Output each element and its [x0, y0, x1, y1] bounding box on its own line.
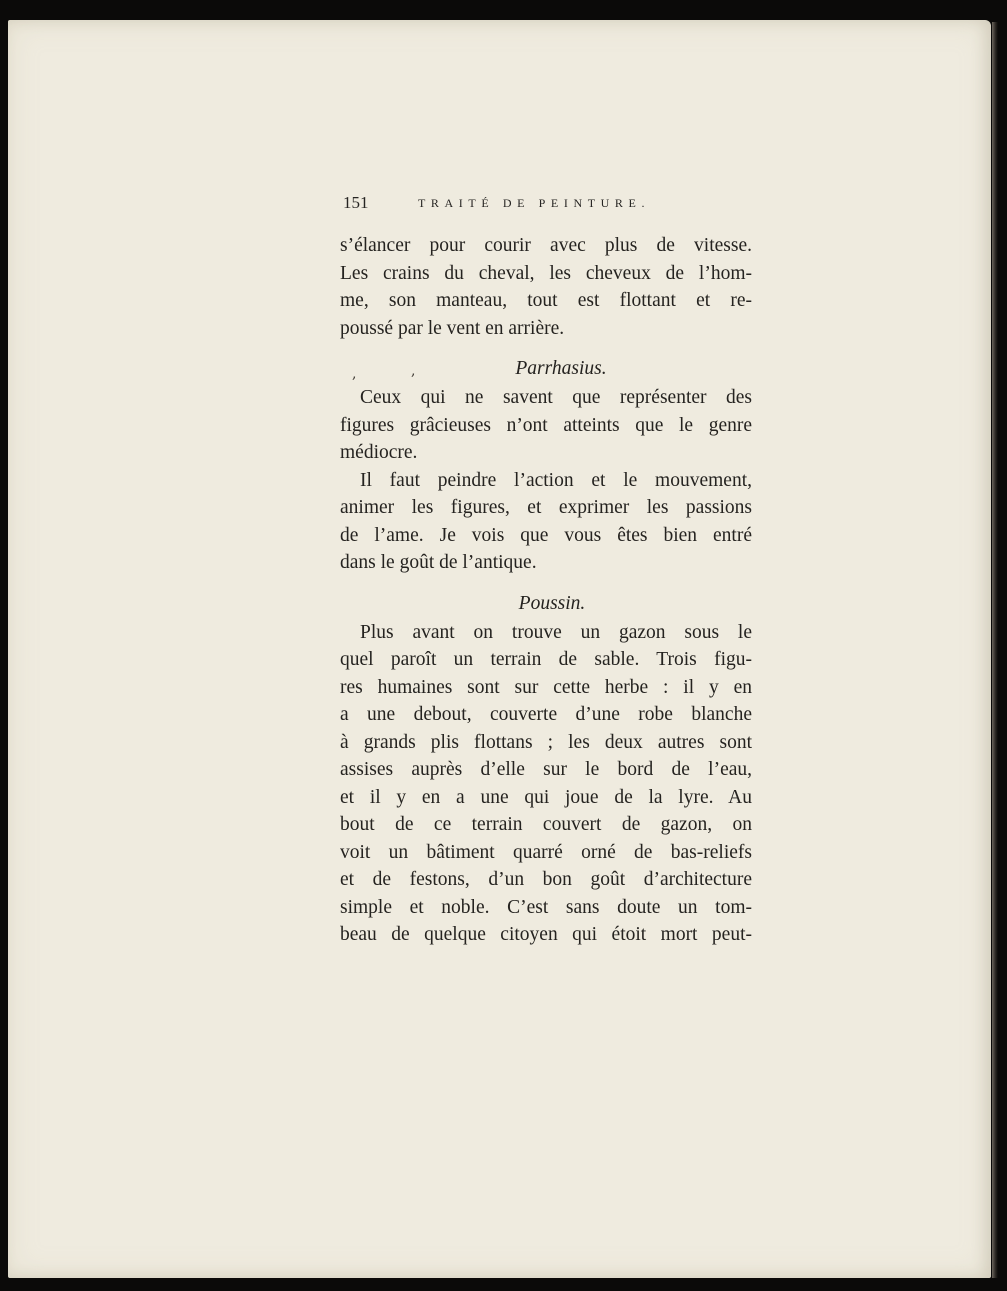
text-line: assises auprès d’elle sur le bord de l’eau,	[340, 759, 752, 780]
text-line: de l’ame. Je vois que vous êtes bien entré	[340, 524, 752, 546]
text-line: et de festons, d’un bon goût d’architecture	[340, 869, 752, 890]
text-line: bout de ce terrain couvert de gazon, on	[340, 814, 752, 835]
text-line: quel paroît un terrain de sable. Trois figu-	[340, 649, 752, 670]
text-line: Il faut peindre l’action et le mouvement,	[360, 469, 752, 491]
text-line: res humaines sont sur cette herbe : il y en	[340, 676, 752, 698]
text-line: et il y en a une qui joue de la lyre. Au	[340, 786, 752, 808]
text-line: voit un bâtiment quarré orné de bas-reliefs	[340, 841, 752, 863]
text-line: poussé par le vent en arrière.	[340, 317, 565, 339]
running-head: TRAITÉ DE PEINTURE.	[418, 196, 651, 210]
section-poussin	[340, 619, 752, 949]
ink-speck: ,	[411, 363, 416, 379]
text-line: beau de quelque citoyen qui étoit mort peut-	[340, 924, 752, 945]
body-text	[340, 232, 752, 949]
text-line: me, son manteau, tout est flottant et re-	[340, 290, 752, 311]
text-line: Ceux qui ne savent que représenter des	[360, 387, 752, 408]
section-parrhasius	[340, 384, 752, 577]
text-line: animer les figures, et exprimer les passions	[340, 497, 752, 518]
page-header	[343, 193, 753, 219]
ink-speck: ,	[352, 366, 357, 382]
text-line: figures grâcieuses n’ont atteints que le genre	[340, 414, 752, 436]
speaker-heading-poussin: Poussin.	[518, 592, 586, 614]
text-line: médiocre.	[340, 442, 418, 463]
text-line: a une debout, couverte d’une robe blanche	[340, 704, 752, 725]
text-line: Plus avant on trouve un gazon sous le	[360, 621, 752, 643]
page-edge	[992, 22, 998, 1278]
text-line: à grands plis flottans ; les deux autres sont	[340, 731, 752, 753]
text-line: simple et noble. C’est sans doute un tom-	[340, 896, 752, 918]
speaker-heading-parrhasius: Parrhasius.	[515, 358, 607, 379]
text-line: Les crains du cheval, les cheveux de l’hom-	[340, 262, 752, 284]
text-line: dans le goût de l’antique.	[340, 552, 537, 573]
paragraph-continuation	[340, 232, 752, 342]
page-number: 151	[343, 193, 369, 212]
text-line: s’élancer pour courir avec plus de vitesse.	[340, 235, 752, 256]
